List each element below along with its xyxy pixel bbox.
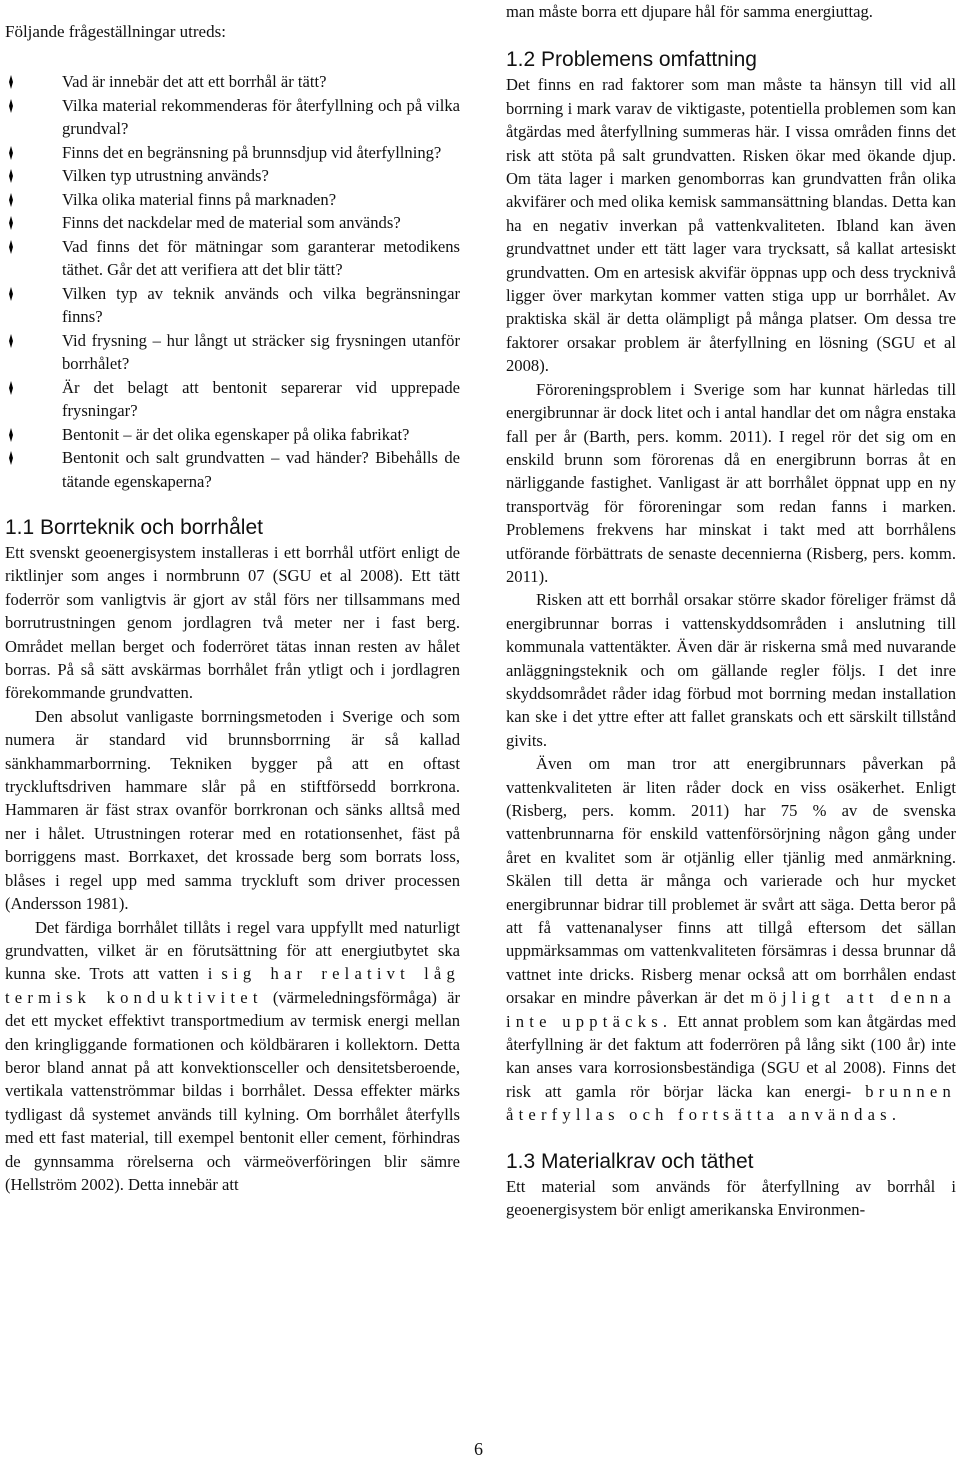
section-heading: 1.2 Problemens omfattning bbox=[506, 48, 757, 72]
paragraph: Risken att ett borrhål orsakar större skador föreliger främst då energibrunnar borras i vattenskyddsområden i anslutning till kommunala vattentäkter. Även där är riskerna små med nuvarande anläggningsteknik och om gällande regler följs. I det inre skyddsområdet råder idag förbud mot borrning medan installation kan ske i det yttre efter att fallet granskats och ett särskilt tillstånd givits. bbox=[506, 590, 956, 750]
section-heading: 1.1 Borrteknik och borrhålet bbox=[5, 516, 263, 539]
list-item: Vilka material rekommenderas för återfyllning och på vilka grundval? bbox=[5, 94, 460, 141]
intro-text: Följande frågeställningar utreds: bbox=[5, 22, 226, 41]
bullet-icon bbox=[5, 240, 17, 254]
bullet-icon bbox=[5, 193, 17, 207]
left-column bbox=[5, 0, 460, 1196]
spacer bbox=[5, 493, 460, 515]
bullet-icon bbox=[5, 169, 17, 183]
list-item: Vad finns det för mätningar som garanterar metodikens täthet. Går det att verifiera att det blir tätt? bbox=[5, 235, 460, 282]
spacer bbox=[506, 23, 956, 47]
list-item: Bentonit och salt grundvatten – vad händer? Bibehålls de tätande egenskaperna? bbox=[5, 446, 460, 493]
paragraph: Den absolut vanligaste borrningsmetoden i Sverige och som numera är standard vid brunnsborrning är så kallad sänkhammarborrning. Tekniken bygger på att en oftast tryckluftsdriven hammare slår på en stiftförsedd borrkrona. Hammaren är fäst strax ovanför borrkronan och sänks alltså med ner i hålet. Utrustningen roterar med en rotationsenhet, fäst på borriggens mast. Borrkaxet, det krossade berg som borrats loss, blåses i regel upp med samma tryckluft som driver processen (Andersson 1981). bbox=[5, 706, 460, 914]
list-item: Vad är innebär det att ett borrhål är tätt? bbox=[5, 70, 460, 94]
list-item: Vilken typ utrustning används? bbox=[5, 164, 460, 188]
list-item: Är det belagt att bentonit separerar vid upprepade frysningar? bbox=[5, 376, 460, 423]
bullet-icon bbox=[5, 216, 17, 230]
bullet-icon bbox=[5, 287, 17, 301]
list-item: Bentonit – är det olika egenskaper på olika fabrikat? bbox=[5, 423, 460, 447]
section-heading: 1.3 Materialkrav och täthet bbox=[506, 1149, 754, 1173]
list-item: Finns det en begränsning på brunnsdjup vid återfyllning? bbox=[5, 141, 460, 165]
bullet-icon bbox=[5, 146, 17, 160]
spacer bbox=[5, 44, 460, 70]
paragraph: Även om man tror att energibrunnars påverkan på vattenkvaliteten är liten råder dock en viss osäkerhet. Enligt (Risberg, pers. komm. 2011) har 75 % av de svenska vattenbrunnarna för enskild vattenförsörjning någon gång under året en kvalitet som är otjänlig eller tjänlig med anmärkning. Skälen till detta är många och varierade och hur mycket energibrunnar bidrar till problemet är svårt att säga. Detta beror på att få vattenanalyser finns att tillgå eftersom det sällan uppmärksammas om vattenkvaliteten försämras i dessa brunnar då vattnet inte dricks. Risberg menar också att om borrhålen endast orsakar en mindre påverkan är det möjligt att denna inte upptäcks. Ett annat problem som kan åtgärdas med återfyllning är det faktum att foderrören på lång sikt (100 år) inte kan anses vara korrosionsbeständiga (SGU et al 2008). Finns det risk att gamla rör börjar läcka kan energi- brunnen återfyllas och fortsätta användas. bbox=[506, 754, 957, 1125]
spacer bbox=[506, 1127, 956, 1149]
right-column bbox=[506, 0, 956, 1222]
list-item: Vilken typ av teknik används och vilka begränsningar finns? bbox=[5, 282, 460, 329]
list-item: Vilka olika material finns på marknaden? bbox=[5, 188, 460, 212]
list-item: Finns det nackdelar med de material som används? bbox=[5, 211, 460, 235]
page-number: 6 bbox=[474, 1439, 483, 1459]
bullet-icon bbox=[5, 428, 17, 442]
paragraph: Ett material som används för återfyllning av borrhål i geoenergisystem bör enligt amerikanska Environmen- bbox=[506, 1176, 956, 1220]
paragraph: Ett svenskt geoenergisystem installeras i ett borrhål utfört enligt de riktlinjer som anges i normbrunn 07 (SGU et al 2008). Ett tätt foderrör som vanligtvis är gjort av stål förs ner tillsammans med borrutrustningen genom jordlagren två meter ner i fast berg. Området mellan berget och foderröret tätas innan resten av hålet borras. På så sätt avskärmas borrhålet från ytligt och i jordlagren förekommande grundvatten. bbox=[5, 543, 460, 703]
paragraph: Föroreningsproblem i Sverige som har kunnat härledas till energibrunnar är dock litet och i antal handlar det om några enstaka fall per år (Barth, pers. komm. 2011). I regel rör det sig om en enskild brunn som förorenas då en energibrunn borras åt en närliggande fastighet. Vanligast är att borrhålet öppnat upp en ny transportväg för föroreningar som redan fanns i marken. Problemens frekvens har minskat i takt med att borrhålens utförande förbättrats de senaste decennierna (Risberg, pers. komm. 2011). bbox=[506, 379, 956, 586]
paragraph: man måste borra ett djupare hål för samma energiuttag. bbox=[506, 2, 873, 21]
bullet-icon bbox=[5, 381, 17, 395]
bullet-icon bbox=[5, 451, 17, 465]
question-list bbox=[5, 70, 460, 493]
list-item: Vid frysning – hur långt ut sträcker sig frysningen utanför borrhålet? bbox=[5, 329, 460, 376]
bullet-icon bbox=[5, 99, 17, 113]
paragraph: Det finns en rad faktorer som man måste ta hänsyn till vid all borrning i mark varav de viktigaste, potentiella problemen som kan åtgärdas med återfyllning summeras här. I vissa områden finns det risk att stöta på salt grundvatten. Risken ökar med ökande djup. Om täta lager i marken genomborras kan grundvatten från olika akvifärer och med olika kemisk sammansättning blandas. Detta kan ha en negativ inverkan på vattenkvaliteten. Ibland kan även grundvattnet under ett tätt lager vara trycksatt, så kallat artesiskt grundvatten. Om en artesisk akvifär öppnas upp och dess trycknivå ligger över markytan kommer vatten stiga upp ur borrhålet. Av praktiska skäl är detta olämpligt på många platser. Om dessa tre faktorer orsakar problem är återfyllning en lösning (SGU et al 2008). bbox=[506, 75, 956, 376]
paragraph: Det färdiga borrhålet tillåts i regel vara uppfyllt med naturligt grundvatten, vilket är en förutsättning för att energiutbytet ska kunna ske. Trots att vatten i sig har relativt låg termisk konduktivitet (värmeledningsförmåga) är det ett mycket effektivt transportmedium av termisk energi mellan den kringliggande formationen och köldbäraren i kollektorn. Detta beror bland annat på att konvektionsceller och densitetsberoende, vertikala vattenströmmar bildas i borrhålet. Dessa effekter märks tydligast då systemet används till kylning. Om borrhålet återfylls med ett fast material, till exempel bentonit eller cement, förhindras de gynnsamma rörelserna och värmeöverföringen blir sämre (Hellström 2002). Detta innebär att bbox=[5, 917, 460, 1194]
bullet-icon bbox=[5, 75, 17, 89]
bullet-icon bbox=[5, 334, 17, 348]
